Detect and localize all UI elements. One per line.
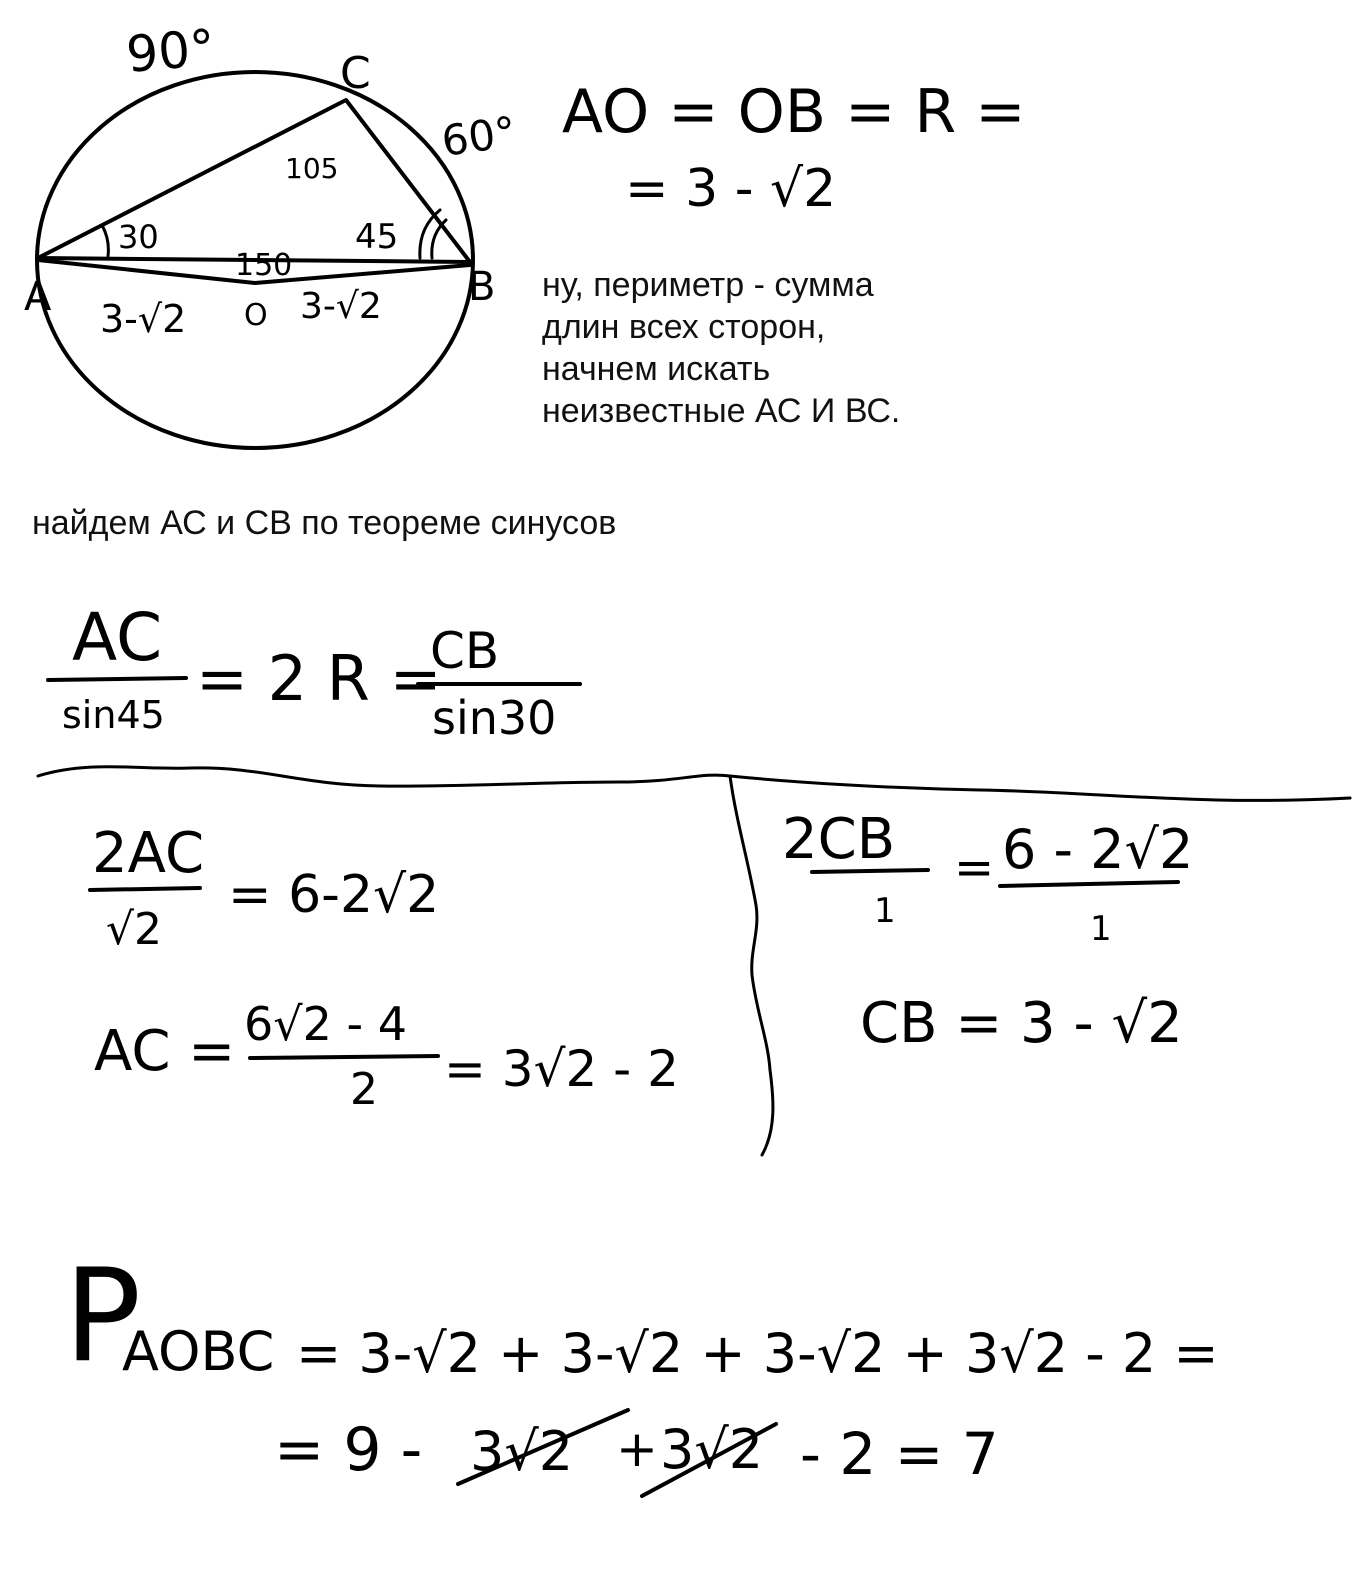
radius-equation bbox=[562, 77, 1025, 219]
ac-lhs: AC = bbox=[94, 1019, 236, 1084]
angle-O-label: 150 bbox=[235, 248, 293, 283]
right-calc-eq: = bbox=[954, 840, 995, 896]
segment-OB-label: 3-√2 bbox=[300, 286, 382, 327]
ac-rhs: = 3√2 - 2 bbox=[444, 1040, 679, 1098]
note-line-1: ну, периметр - сумма bbox=[542, 266, 874, 304]
arc-label-right: 60° bbox=[438, 107, 520, 166]
angle-A-label: 30 bbox=[118, 218, 159, 256]
right-calc-num-right: 6 - 2√2 bbox=[1002, 818, 1194, 881]
left-calc-fraction bbox=[90, 888, 200, 890]
arc-label-top: 90° bbox=[123, 18, 218, 84]
right-calc-fraction-right bbox=[1000, 882, 1178, 886]
angle-C-label: 105 bbox=[285, 152, 339, 185]
perimeter bbox=[64, 1242, 1219, 1496]
ac-fraction bbox=[250, 1056, 438, 1058]
perimeter-subscript: AOBC bbox=[122, 1320, 275, 1383]
angle-arc-A bbox=[102, 225, 108, 256]
perimeter-symbol: P bbox=[64, 1242, 142, 1391]
point-B-label: B bbox=[468, 264, 496, 310]
circle-diagram bbox=[24, 18, 519, 448]
note-line-2: длин всех сторон, bbox=[542, 308, 826, 346]
cb-result: CB = 3 - √2 bbox=[860, 991, 1183, 1056]
point-C-label: C bbox=[340, 48, 371, 99]
radius-eq-line2: = 3 - √2 bbox=[625, 159, 837, 219]
right-calc-den-right: 1 bbox=[1090, 909, 1112, 949]
sine-heading: найдем АС и СВ по теореме синусов bbox=[32, 504, 617, 542]
perimeter-line1: = 3-√2 + 3-√2 + 3-√2 + 3√2 - 2 = bbox=[296, 1322, 1219, 1385]
point-O-label: O bbox=[244, 298, 268, 333]
horizontal-divider bbox=[38, 767, 1350, 801]
perimeter-line2-struck2: 3√2 bbox=[660, 1418, 764, 1481]
left-calc-num: 2AC bbox=[92, 821, 205, 886]
sine-law-den-right: sin30 bbox=[432, 691, 557, 745]
angle-B-label: 45 bbox=[355, 217, 399, 257]
sine-law-num-left: AC bbox=[72, 599, 163, 676]
vertical-divider bbox=[730, 776, 773, 1155]
explanation-note bbox=[542, 264, 900, 432]
perimeter-line2-start: = 9 - bbox=[274, 1415, 423, 1485]
point-A-label: A bbox=[24, 274, 52, 320]
perimeter-line2-plus: + bbox=[616, 1420, 658, 1478]
sine-law-den-left: sin45 bbox=[62, 693, 165, 737]
ac-num: 6√2 - 4 bbox=[244, 997, 407, 1051]
segment-AO-label: 3-√2 bbox=[100, 297, 187, 341]
left-calc-den: √2 bbox=[106, 904, 163, 955]
perimeter-line2-end: - 2 = 7 bbox=[800, 1420, 999, 1488]
radius-eq-line1: AO = OB = R = bbox=[562, 77, 1026, 147]
right-calc-fraction-left bbox=[812, 870, 928, 872]
sine-law-num-right: CB bbox=[430, 622, 500, 680]
perimeter-line2-struck1: 3√2 bbox=[470, 1420, 574, 1483]
right-calc-num-left: 2CB bbox=[782, 807, 896, 872]
note-line-3: начнем искать bbox=[542, 350, 771, 388]
sine-law-middle: = 2 R = bbox=[196, 642, 442, 715]
left-calc-rhs: = 6-2√2 bbox=[228, 865, 440, 925]
right-calc-den-left: 1 bbox=[874, 891, 896, 931]
note-line-4: неизвестные АС И ВС. bbox=[542, 392, 901, 430]
ac-den: 2 bbox=[350, 1064, 378, 1115]
sine-law bbox=[48, 599, 580, 745]
left-calculation bbox=[90, 821, 679, 1115]
right-calculation bbox=[782, 807, 1193, 1056]
sine-law-fraction-left bbox=[48, 678, 186, 680]
